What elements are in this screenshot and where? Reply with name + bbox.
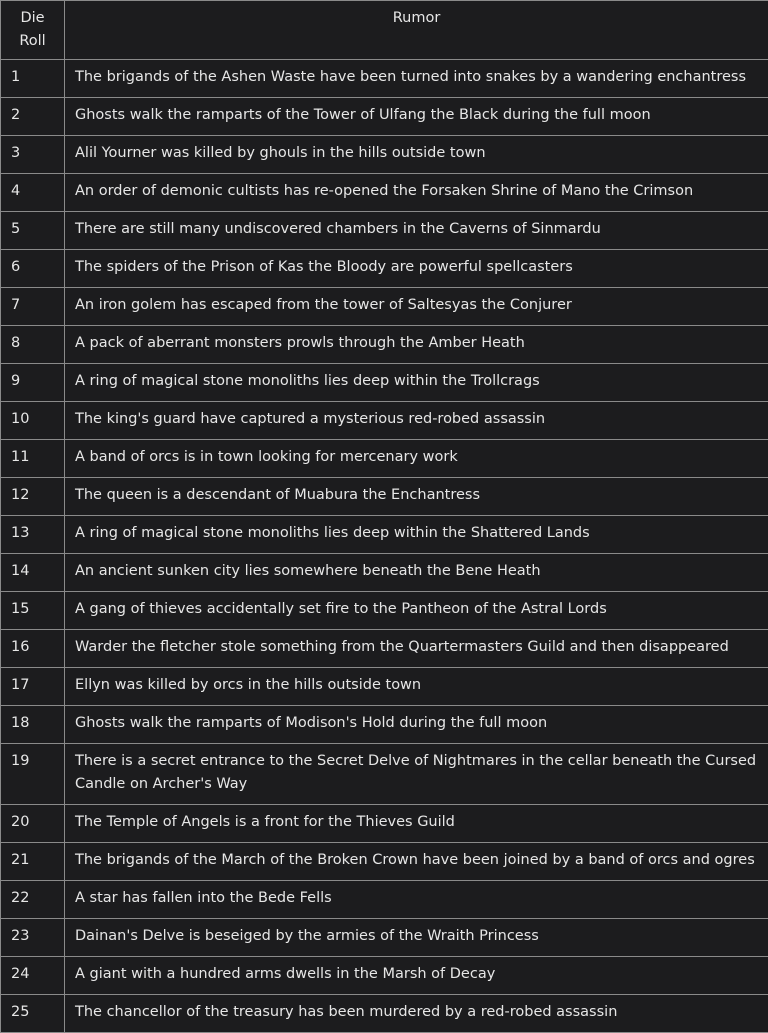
table-row [1,440,768,478]
table-row [1,554,768,592]
table-row [1,706,768,744]
rumor-cell: The brigands of the Ashen Waste have been turned into snakes by a wandering enchantress [65,60,768,98]
table-header-row [1,1,768,60]
table-row [1,630,768,668]
table-row [1,843,768,881]
die-roll-cell: 22 [1,881,65,919]
rumor-cell: A ring of magical stone monoliths lies deep within the Shattered Lands [65,516,768,554]
table-row [1,744,768,805]
table-row [1,364,768,402]
rumor-cell: A pack of aberrant monsters prowls through the Amber Heath [65,326,768,364]
table-row [1,881,768,919]
die-roll-cell: 24 [1,957,65,995]
rumor-cell: Ghosts walk the ramparts of Modison's Hold during the full moon [65,706,768,744]
rumor-cell: A ring of magical stone monoliths lies deep within the Trollcrags [65,364,768,402]
die-roll-cell: 11 [1,440,65,478]
rumor-cell: Warder the fletcher stole something from the Quartermasters Guild and then disappeared [65,630,768,668]
die-roll-cell: 9 [1,364,65,402]
table-row [1,402,768,440]
table-row [1,592,768,630]
die-roll-cell: 21 [1,843,65,881]
die-roll-cell: 13 [1,516,65,554]
table-row [1,288,768,326]
die-roll-cell: 25 [1,995,65,1033]
die-roll-cell: 23 [1,919,65,957]
rumor-cell: There is a secret entrance to the Secret Delve of Nightmares in the cellar beneath the Cursed Candle on Archer's Way [65,744,768,805]
table-row [1,995,768,1033]
rumor-cell: Ghosts walk the ramparts of the Tower of Ulfang the Black during the full moon [65,98,768,136]
rumor-cell: Alil Yourner was killed by ghouls in the hills outside town [65,136,768,174]
die-roll-cell: 2 [1,98,65,136]
rumor-cell: The spiders of the Prison of Kas the Bloody are powerful spellcasters [65,250,768,288]
rumor-cell: There are still many undiscovered chambers in the Caverns of Sinmardu [65,212,768,250]
die-roll-cell: 14 [1,554,65,592]
die-roll-cell: 18 [1,706,65,744]
die-roll-cell: 10 [1,402,65,440]
rumor-cell: The brigands of the March of the Broken Crown have been joined by a band of orcs and ogres [65,843,768,881]
table-row [1,516,768,554]
die-roll-cell: 16 [1,630,65,668]
rumor-cell: The king's guard have captured a mysterious red-robed assassin [65,402,768,440]
rumor-cell: A gang of thieves accidentally set fire to the Pantheon of the Astral Lords [65,592,768,630]
table-row [1,668,768,706]
header-rumor: Rumor [65,1,768,60]
rumor-cell: The queen is a descendant of Muabura the Enchantress [65,478,768,516]
table-row [1,805,768,843]
table-row [1,98,768,136]
table-row [1,478,768,516]
rumor-cell: An order of demonic cultists has re-opened the Forsaken Shrine of Mano the Crimson [65,174,768,212]
rumor-cell: Ellyn was killed by orcs in the hills outside town [65,668,768,706]
rumor-cell: An ancient sunken city lies somewhere beneath the Bene Heath [65,554,768,592]
rumor-cell: The Temple of Angels is a front for the Thieves Guild [65,805,768,843]
table-body [1,60,768,1033]
table-row [1,919,768,957]
rumor-cell: The chancellor of the treasury has been murdered by a red-robed assassin [65,995,768,1033]
die-roll-cell: 20 [1,805,65,843]
rumor-cell: An iron golem has escaped from the tower of Saltesyas the Conjurer [65,288,768,326]
die-roll-cell: 8 [1,326,65,364]
rumor-cell: A giant with a hundred arms dwells in the Marsh of Decay [65,957,768,995]
die-roll-cell: 15 [1,592,65,630]
die-roll-cell: 5 [1,212,65,250]
rumor-cell: Dainan's Delve is beseiged by the armies of the Wraith Princess [65,919,768,957]
header-die-roll: Die Roll [1,1,65,60]
rumor-cell: A star has fallen into the Bede Fells [65,881,768,919]
table-row [1,957,768,995]
table-row [1,212,768,250]
die-roll-cell: 3 [1,136,65,174]
table-row [1,60,768,98]
table-row [1,174,768,212]
table-row [1,250,768,288]
die-roll-cell: 7 [1,288,65,326]
table-row [1,136,768,174]
die-roll-cell: 1 [1,60,65,98]
die-roll-cell: 12 [1,478,65,516]
table-row [1,326,768,364]
die-roll-cell: 19 [1,744,65,805]
rumor-cell: A band of orcs is in town looking for mercenary work [65,440,768,478]
die-roll-cell: 4 [1,174,65,212]
die-roll-cell: 17 [1,668,65,706]
die-roll-cell: 6 [1,250,65,288]
